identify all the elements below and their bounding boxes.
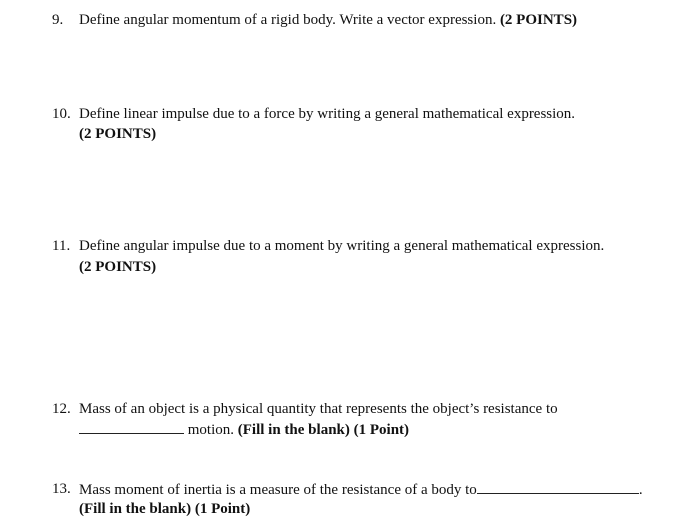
question-second-line — [79, 420, 409, 439]
question-number: 10. — [52, 106, 71, 122]
question-text: Define angular momentum of a rigid body. Write a vector expression. — [79, 12, 497, 28]
question-number: 9. — [52, 12, 64, 28]
question-number: 13. — [52, 481, 71, 497]
question-points: (2 POINTS) — [79, 259, 157, 275]
question-text-continued: motion. — [187, 422, 235, 438]
question-number: 12. — [52, 401, 71, 417]
question-points: (Fill in the blank) (1 Point) — [237, 422, 410, 438]
question-text-line — [79, 11, 577, 29]
question-text-line — [79, 480, 643, 499]
answer-blank[interactable] — [79, 420, 184, 434]
answer-blank[interactable] — [477, 480, 639, 494]
question-points: (Fill in the blank) (1 Point) — [79, 501, 251, 517]
question-points: (2 POINTS) — [499, 12, 578, 28]
question-points: (2 POINTS) — [79, 126, 157, 142]
question-text: Mass moment of inertia is a measure of the resistance of a body to — [79, 482, 477, 498]
question-text: Mass of an object is a physical quantity that represents the object’s resistance to — [79, 401, 558, 417]
question-text: Define angular impulse due to a moment by writing a general mathematical expression. — [79, 238, 605, 254]
question-text: Define linear impulse due to a force by writing a general mathematical expression. — [79, 106, 576, 122]
question-number: 11. — [52, 238, 71, 254]
sentence-end: . — [638, 482, 643, 498]
